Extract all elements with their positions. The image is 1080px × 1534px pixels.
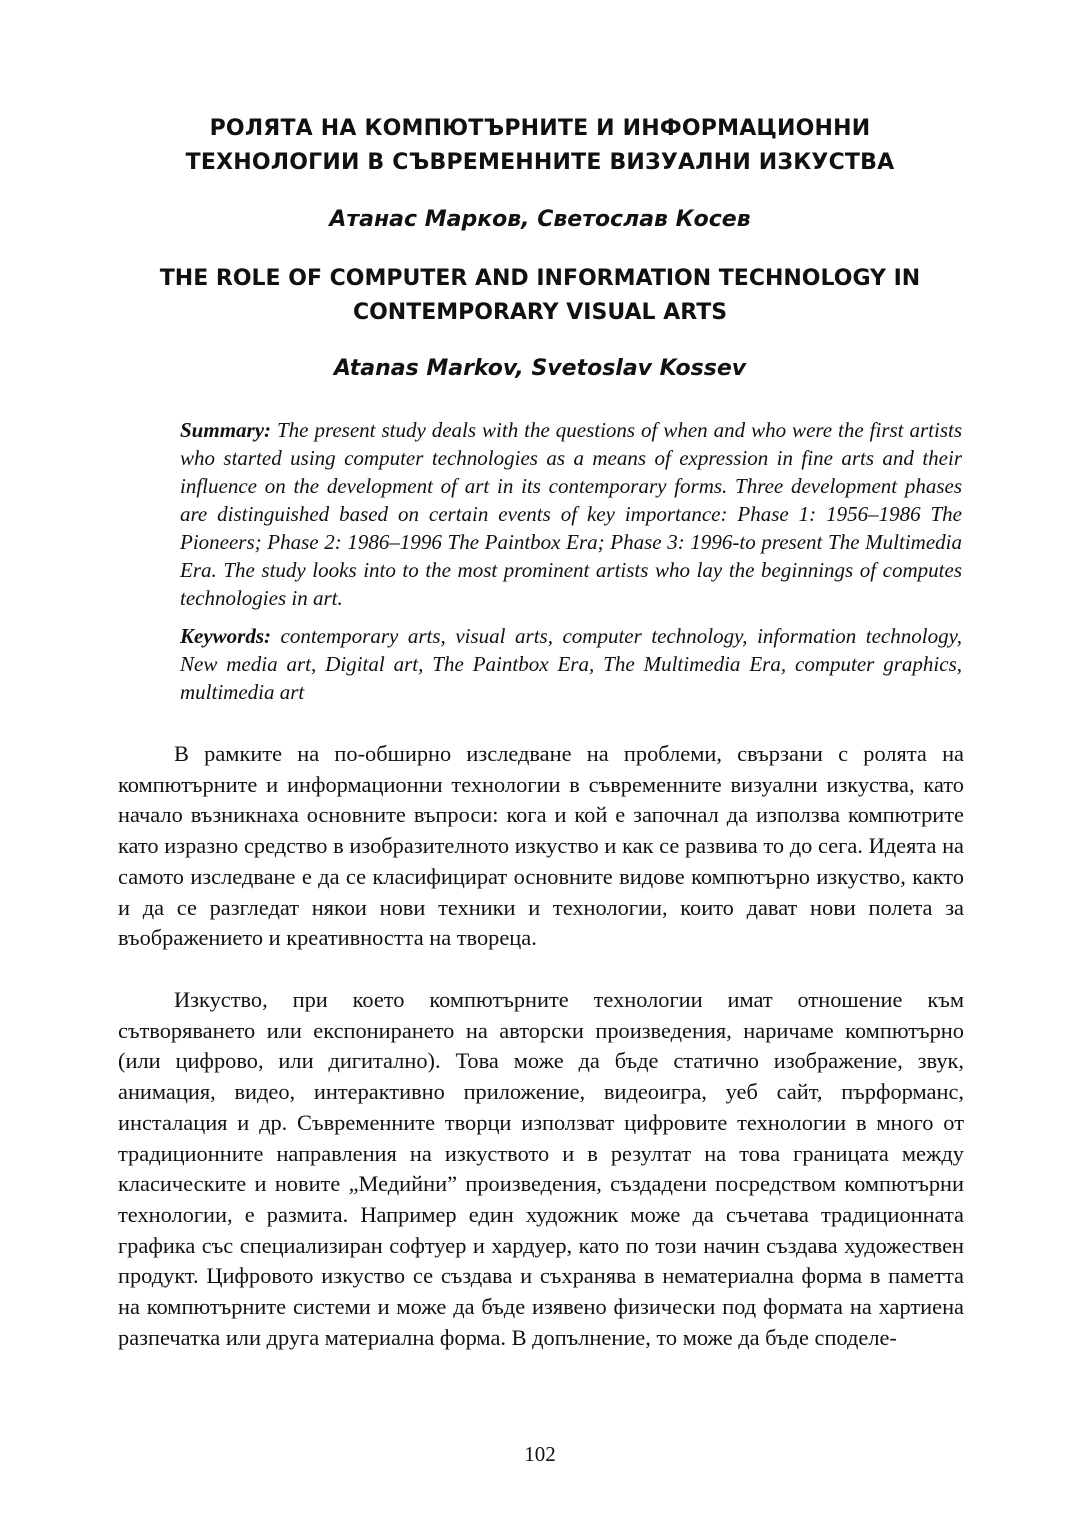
authors-english: Atanas Markov, Svetoslav Kossev xyxy=(333,356,747,381)
title-english-line-2: CONTEMPORARY VISUAL ARTS xyxy=(352,300,728,325)
authors-bulgarian: Атанас Марков, Светослав Косев xyxy=(329,207,751,232)
keywords-text: contemporary arts, visual arts, computer technology, information technology, New media art, Digital art, The Paintbox Era, The Multimedia Era, computer graphics, multimedia art xyxy=(180,624,962,704)
title-bulgarian-line-1: РОЛЯТА НА КОМПЮТЪРНИТЕ И ИНФОРМАЦИОННИ xyxy=(209,116,871,141)
page-number: 102 xyxy=(524,1442,556,1466)
title-bulgarian-line-2: ТЕХНОЛОГИИ В СЪВРЕМЕННИТЕ ВИЗУАЛНИ ИЗКУСТВА xyxy=(185,150,895,175)
body-paragraph-2: Изкуство, при което компютърните технологии имат отношение към сътворяването или експонирането на авторски произведения, наричаме компютърно (или цифрово, или дигитално). Това може да бъде статично изображение, звук, анимация, видео, интерактивно приложение, видеоигра, уеб сайт, пърформанс, инсталация и др. Съвременните творци използват цифровите технологии в много от традиционните направления на изкуството и в резултат на това границата между класическите и новите „Медийни” произведения, създадени посредством компютърни технологии, е размита. Например един художник може да съчетава традиционната графика със специализиран софтуер и хардуер, като по този начин създава художествен продукт. Цифровото изкуство се създава и съхранява в нематериална форма в паметта на компютърните системи и може да бъде изявено физически под формата на хартиена разпечатка или друга материална форма. В допълнение, то може да бъде споделе- xyxy=(118,987,964,1350)
summary-block xyxy=(180,416,962,612)
keywords-block xyxy=(180,622,962,706)
title-bulgarian xyxy=(120,112,960,180)
title-english-line-1: THE ROLE OF COMPUTER AND INFORMATION TECHNOLOGY IN xyxy=(159,266,921,291)
summary-text: The present study deals with the questions of when and who were the first artists who started using computer technologies as a means of expression in fine arts and their influence on the development of art in its contemporary forms. Three development phases are distinguished based on certain events of key importance: Phase 1: 1956–1986 The Pioneers; Phase 2: 1986–1996 The Paintbox Era; Phase 3: 1996-to present The Multimedia Era. The study looks into to the most prominent artists who lay the beginnings of computes technologies in art. xyxy=(180,418,962,610)
title-english xyxy=(110,262,970,330)
summary-label: Summary: xyxy=(180,418,272,442)
body-paragraph-1: В рамките на по-обширно изследване на проблеми, свързани с ролята на компютърните и информационни технологии в съвременните визуални изкуства, като начало възникнаха основните въпроси: кога и кой е започнал да използва компютрите като изразно средство в изобразителното изкуство и как се развива то до сега. Идеята на самото изследване е да се класифицират основните видове компютърно изкуство, както и да се разгледат някои нови техники и технологии, които дават нови полета за въображението и креативността на твореца. xyxy=(118,741,964,951)
keywords-label: Keywords: xyxy=(180,624,271,648)
